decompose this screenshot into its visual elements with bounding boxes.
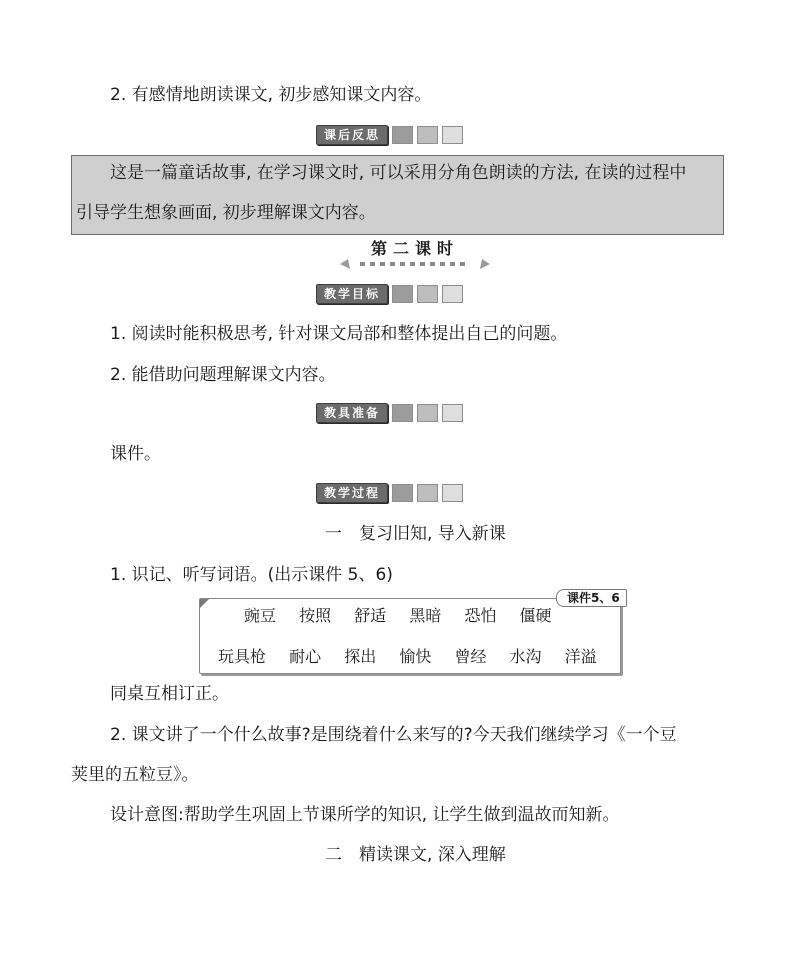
reflection-line-1: 这是一篇童话故事, 在学习课文时, 可以采用分角色朗读的方法, 在读的过程中 [110,163,687,183]
badge-square [417,484,438,502]
courseware-tag: 课件5、6 [556,589,627,607]
materials-text: 课件。 [110,444,161,464]
word-item: 黑暗 [409,606,442,625]
badge-square [417,126,438,144]
badge-label: 课后反思 [316,125,388,145]
badge-square [392,484,413,502]
courseware-corner [200,599,209,608]
badge-square [442,404,463,422]
process-step-1: 1. 识记、听写词语。(出示课件 5、6) [110,565,393,585]
word-item: 按照 [299,606,332,625]
badge-square [392,285,413,303]
lesson-title: 第二课时 [370,239,459,258]
reflection-box [71,155,724,235]
word-item: 愉快 [399,647,432,666]
word-item: 洋溢 [564,647,597,666]
goal-item-2: 2. 有感情地朗读课文, 初步感知课文内容。 [110,85,432,105]
word-item: 僵硬 [519,606,552,625]
section-badge-goals [316,284,463,304]
badge-square [392,404,413,422]
badge-label: 教具准备 [316,403,388,423]
section-badge-process [316,483,463,503]
word-item: 耐心 [289,647,322,666]
section-badge-materials [316,403,463,423]
badge-label: 教学过程 [316,483,388,503]
badge-square [442,126,463,144]
word-item: 探出 [344,647,377,666]
word-item: 舒适 [354,606,387,625]
word-item: 玩具枪 [218,647,267,666]
word-item: 水沟 [509,647,542,666]
courseware-row-1 [244,603,570,626]
badge-square [392,126,413,144]
word-item: 恐怕 [464,606,497,625]
courseware-row-2 [218,644,615,667]
badge-label: 教学目标 [316,284,388,304]
badge-square [442,285,463,303]
section-badge-reflection [316,125,463,145]
lesson2-goal-1: 1. 阅读时能积极思考, 针对课文局部和整体提出自己的问题。 [110,324,568,344]
lesson2-goal-2: 2. 能借助问题理解课文内容。 [110,365,336,385]
design-intent: 设计意图:帮助学生巩固上节课所学的知识, 让学生做到温故而知新。 [110,805,620,825]
process-step-2-line-2: 荚里的五粒豆》。 [71,765,199,785]
word-item: 曾经 [454,647,487,666]
section-heading-1: 一 复习旧知, 导入新课 [325,524,506,544]
section-heading-2: 二 精读课文, 深入理解 [325,845,506,865]
word-item: 豌豆 [244,606,277,625]
badge-square [417,285,438,303]
process-step-2-line-1: 2. 课文讲了一个什么故事?是围绕着什么来写的?今天我们继续学习《一个豆 [110,725,677,745]
title-decoration [340,258,490,270]
badge-square [417,404,438,422]
reflection-line-2: 引导学生想象画面, 初步理解课文内容。 [76,203,376,223]
badge-square [442,484,463,502]
after-words-text: 同桌互相订正。 [110,684,229,704]
